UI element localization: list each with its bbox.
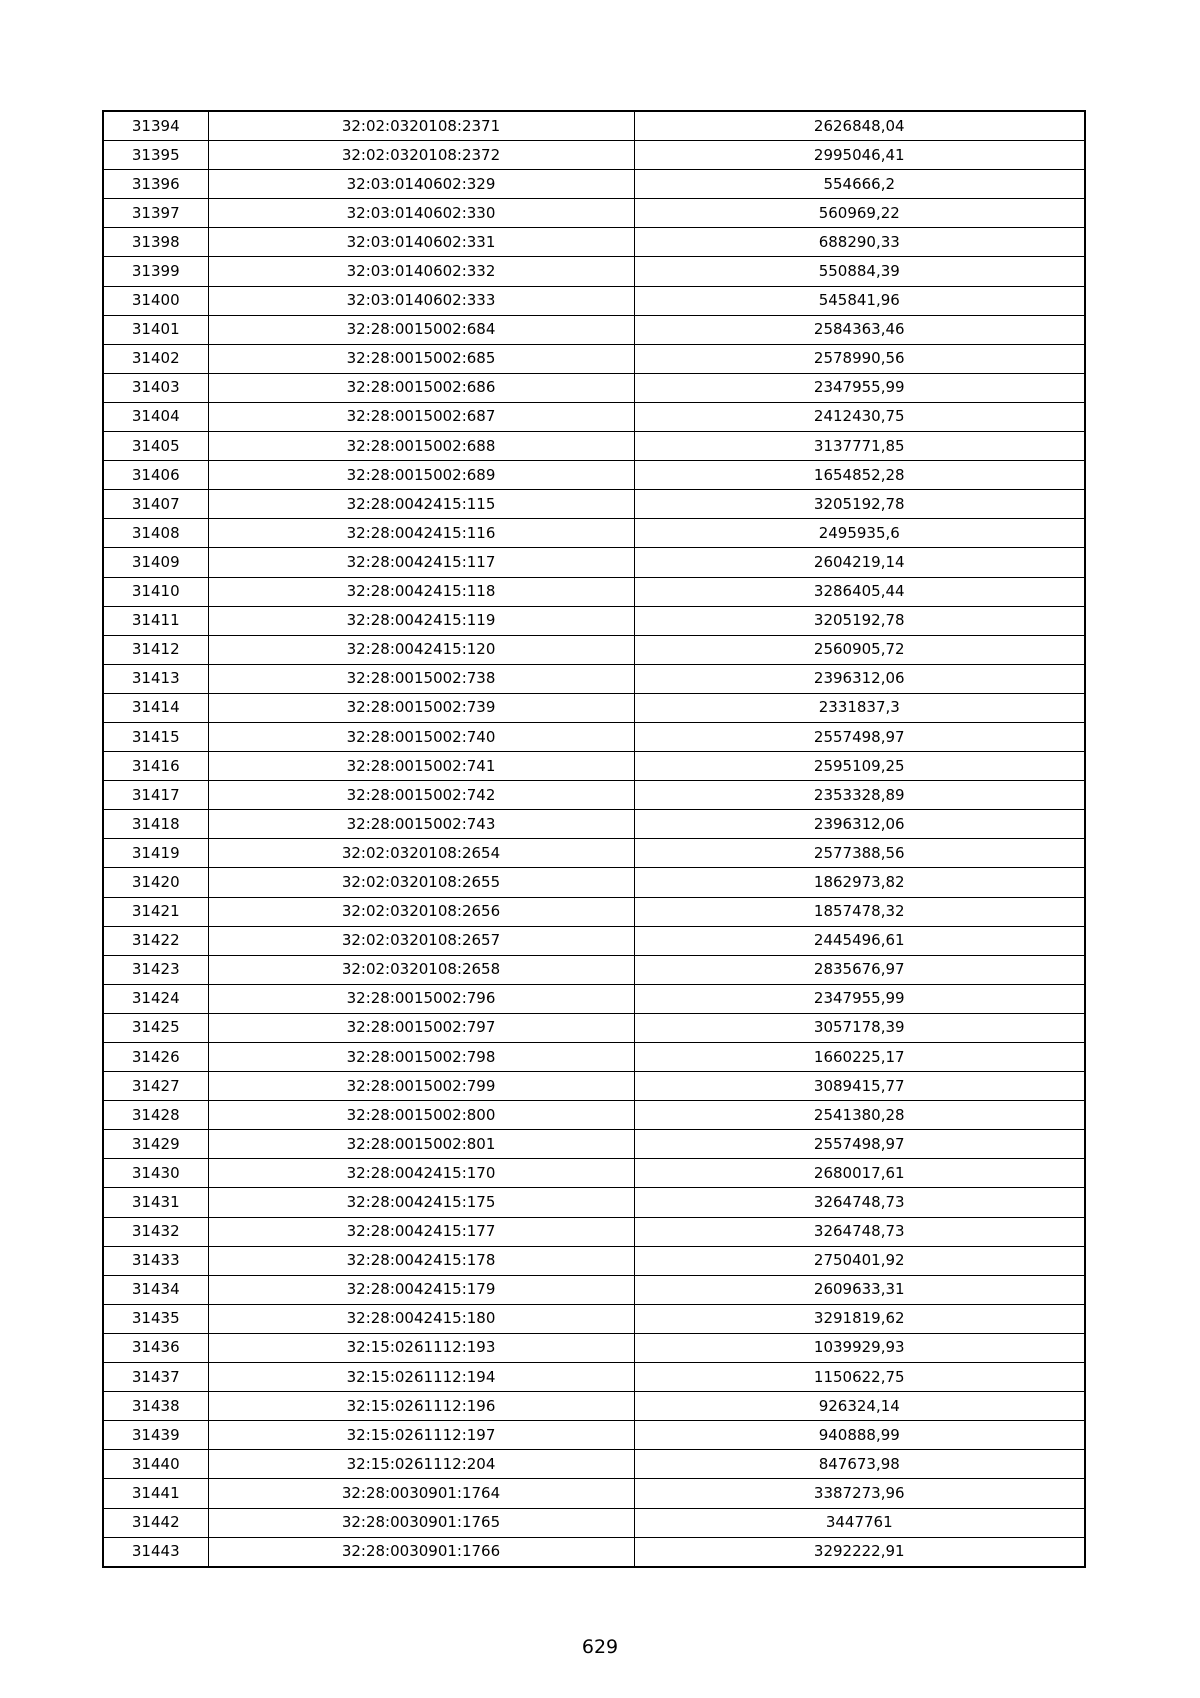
- cadastral-number-cell: 32:28:0015002:801: [208, 1130, 634, 1159]
- row-number-cell: 31417: [103, 781, 208, 810]
- cadastral-value-cell: 2604219,14: [634, 548, 1085, 577]
- table-row: [103, 490, 1085, 519]
- table-row: [103, 373, 1085, 402]
- table-row: [103, 111, 1085, 141]
- cadastral-number-cell: 32:28:0015002:743: [208, 810, 634, 839]
- row-number-cell: 31431: [103, 1188, 208, 1217]
- cadastral-number-cell: 32:28:0015002:798: [208, 1043, 634, 1072]
- table-row: [103, 1304, 1085, 1333]
- cadastral-value-cell: 2680017,61: [634, 1159, 1085, 1188]
- row-number-cell: 31398: [103, 228, 208, 257]
- cadastral-number-cell: 32:03:0140602:331: [208, 228, 634, 257]
- row-number-cell: 31414: [103, 693, 208, 722]
- cadastral-number-cell: 32:15:0261112:196: [208, 1392, 634, 1421]
- cadastral-value-cell: 2445496,61: [634, 926, 1085, 955]
- row-number-cell: 31394: [103, 111, 208, 141]
- table-row: [103, 1043, 1085, 1072]
- table-row: [103, 926, 1085, 955]
- row-number-cell: 31433: [103, 1246, 208, 1275]
- cadastral-number-cell: 32:28:0015002:742: [208, 781, 634, 810]
- row-number-cell: 31406: [103, 461, 208, 490]
- cadastral-number-cell: 32:28:0015002:684: [208, 315, 634, 344]
- row-number-cell: 31424: [103, 984, 208, 1013]
- cadastral-number-cell: 32:28:0015002:689: [208, 461, 634, 490]
- cadastral-value-cell: 926324,14: [634, 1392, 1085, 1421]
- row-number-cell: 31410: [103, 577, 208, 606]
- table-row: [103, 752, 1085, 781]
- table-row: [103, 1101, 1085, 1130]
- cadastral-value-cell: 1654852,28: [634, 461, 1085, 490]
- cadastral-value-cell: 688290,33: [634, 228, 1085, 257]
- cadastral-value-cell: 1857478,32: [634, 897, 1085, 926]
- table-row: [103, 635, 1085, 664]
- table-row: [103, 1363, 1085, 1392]
- cadastral-value-cell: 1660225,17: [634, 1043, 1085, 1072]
- cadastral-number-cell: 32:28:0015002:739: [208, 693, 634, 722]
- cadastral-number-cell: 32:28:0030901:1766: [208, 1537, 634, 1567]
- cadastral-value-cell: 2396312,06: [634, 664, 1085, 693]
- cadastral-value-cell: 2578990,56: [634, 344, 1085, 373]
- cadastral-value-cell: 560969,22: [634, 199, 1085, 228]
- table-row: [103, 199, 1085, 228]
- table-row: [103, 1479, 1085, 1508]
- cadastral-number-cell: 32:15:0261112:193: [208, 1333, 634, 1362]
- row-number-cell: 31435: [103, 1304, 208, 1333]
- row-number-cell: 31439: [103, 1421, 208, 1450]
- table-row: [103, 1159, 1085, 1188]
- cadastral-value-cell: 2412430,75: [634, 402, 1085, 431]
- table-row: [103, 693, 1085, 722]
- row-number-cell: 31416: [103, 752, 208, 781]
- table-row: [103, 1537, 1085, 1567]
- cadastral-number-cell: 32:03:0140602:330: [208, 199, 634, 228]
- cadastral-number-cell: 32:02:0320108:2655: [208, 868, 634, 897]
- row-number-cell: 31436: [103, 1333, 208, 1362]
- cadastral-value-table: [102, 110, 1086, 1568]
- cadastral-value-cell: 2331837,3: [634, 693, 1085, 722]
- cadastral-number-cell: 32:28:0042415:179: [208, 1275, 634, 1304]
- cadastral-value-cell: 3205192,78: [634, 490, 1085, 519]
- row-number-cell: 31404: [103, 402, 208, 431]
- row-number-cell: 31395: [103, 141, 208, 170]
- row-number-cell: 31407: [103, 490, 208, 519]
- table-row: [103, 606, 1085, 635]
- cadastral-value-cell: 2750401,92: [634, 1246, 1085, 1275]
- cadastral-value-cell: 2347955,99: [634, 984, 1085, 1013]
- cadastral-value-cell: 3387273,96: [634, 1479, 1085, 1508]
- cadastral-number-cell: 32:28:0015002:738: [208, 664, 634, 693]
- cadastral-number-cell: 32:28:0030901:1765: [208, 1508, 634, 1537]
- cadastral-number-cell: 32:15:0261112:194: [208, 1363, 634, 1392]
- cadastral-number-cell: 32:02:0320108:2656: [208, 897, 634, 926]
- table-row: [103, 286, 1085, 315]
- cadastral-value-cell: 2347955,99: [634, 373, 1085, 402]
- cadastral-value-cell: 2541380,28: [634, 1101, 1085, 1130]
- cadastral-number-cell: 32:28:0015002:688: [208, 432, 634, 461]
- cadastral-number-cell: 32:28:0042415:115: [208, 490, 634, 519]
- table-row: [103, 897, 1085, 926]
- row-number-cell: 31409: [103, 548, 208, 577]
- cadastral-number-cell: 32:28:0042415:180: [208, 1304, 634, 1333]
- cadastral-number-cell: 32:03:0140602:332: [208, 257, 634, 286]
- page-number: 629: [581, 1636, 619, 1658]
- cadastral-value-cell: 3264748,73: [634, 1188, 1085, 1217]
- table-row: [103, 577, 1085, 606]
- row-number-cell: 31437: [103, 1363, 208, 1392]
- row-number-cell: 31405: [103, 432, 208, 461]
- table-row: [103, 461, 1085, 490]
- cadastral-number-cell: 32:28:0030901:1764: [208, 1479, 634, 1508]
- table-row: [103, 315, 1085, 344]
- row-number-cell: 31401: [103, 315, 208, 344]
- cadastral-value-cell: 3291819,62: [634, 1304, 1085, 1333]
- cadastral-number-cell: 32:28:0042415:178: [208, 1246, 634, 1275]
- table-row: [103, 984, 1085, 1013]
- cadastral-number-cell: 32:02:0320108:2372: [208, 141, 634, 170]
- cadastral-value-cell: 550884,39: [634, 257, 1085, 286]
- row-number-cell: 31399: [103, 257, 208, 286]
- row-number-cell: 31434: [103, 1275, 208, 1304]
- row-number-cell: 31418: [103, 810, 208, 839]
- row-number-cell: 31397: [103, 199, 208, 228]
- table-row: [103, 722, 1085, 751]
- table-row: [103, 1188, 1085, 1217]
- cadastral-number-cell: 32:28:0015002:796: [208, 984, 634, 1013]
- table-row: [103, 1450, 1085, 1479]
- row-number-cell: 31412: [103, 635, 208, 664]
- table-row: [103, 519, 1085, 548]
- table-row: [103, 955, 1085, 984]
- cadastral-value-cell: 940888,99: [634, 1421, 1085, 1450]
- cadastral-number-cell: 32:28:0015002:685: [208, 344, 634, 373]
- cadastral-value-cell: 2396312,06: [634, 810, 1085, 839]
- cadastral-value-cell: 3057178,39: [634, 1013, 1085, 1042]
- cadastral-number-cell: 32:03:0140602:329: [208, 170, 634, 199]
- cadastral-value-cell: 2577388,56: [634, 839, 1085, 868]
- row-number-cell: 31427: [103, 1072, 208, 1101]
- cadastral-number-cell: 32:28:0015002:799: [208, 1072, 634, 1101]
- cadastral-value-cell: 3089415,77: [634, 1072, 1085, 1101]
- row-number-cell: 31429: [103, 1130, 208, 1159]
- cadastral-number-cell: 32:28:0042415:118: [208, 577, 634, 606]
- table-row: [103, 1246, 1085, 1275]
- cadastral-number-cell: 32:02:0320108:2371: [208, 111, 634, 141]
- table-row: [103, 170, 1085, 199]
- cadastral-number-cell: 32:28:0042415:117: [208, 548, 634, 577]
- table-row: [103, 1072, 1085, 1101]
- row-number-cell: 31413: [103, 664, 208, 693]
- table-row: [103, 1421, 1085, 1450]
- cadastral-value-cell: 545841,96: [634, 286, 1085, 315]
- cadastral-value-cell: 3205192,78: [634, 606, 1085, 635]
- cadastral-value-cell: 3137771,85: [634, 432, 1085, 461]
- cadastral-value-cell: 2584363,46: [634, 315, 1085, 344]
- row-number-cell: 31402: [103, 344, 208, 373]
- row-number-cell: 31425: [103, 1013, 208, 1042]
- cadastral-number-cell: 32:02:0320108:2657: [208, 926, 634, 955]
- table-row: [103, 781, 1085, 810]
- row-number-cell: 31411: [103, 606, 208, 635]
- cadastral-value-cell: 554666,2: [634, 170, 1085, 199]
- cadastral-number-cell: 32:28:0042415:170: [208, 1159, 634, 1188]
- table-body: [103, 111, 1085, 1567]
- row-number-cell: 31408: [103, 519, 208, 548]
- row-number-cell: 31438: [103, 1392, 208, 1421]
- row-number-cell: 31443: [103, 1537, 208, 1567]
- table-row: [103, 432, 1085, 461]
- cadastral-number-cell: 32:15:0261112:197: [208, 1421, 634, 1450]
- cadastral-number-cell: 32:28:0042415:120: [208, 635, 634, 664]
- table-row: [103, 344, 1085, 373]
- table-row: [103, 664, 1085, 693]
- cadastral-number-cell: 32:28:0015002:741: [208, 752, 634, 781]
- cadastral-number-cell: 32:02:0320108:2654: [208, 839, 634, 868]
- cadastral-value-cell: 2626848,04: [634, 111, 1085, 141]
- table-row: [103, 548, 1085, 577]
- cadastral-value-cell: 2595109,25: [634, 752, 1085, 781]
- row-number-cell: 31426: [103, 1043, 208, 1072]
- row-number-cell: 31415: [103, 722, 208, 751]
- row-number-cell: 31432: [103, 1217, 208, 1246]
- cadastral-number-cell: 32:02:0320108:2658: [208, 955, 634, 984]
- cadastral-value-cell: 2560905,72: [634, 635, 1085, 664]
- row-number-cell: 31419: [103, 839, 208, 868]
- cadastral-value-cell: 3264748,73: [634, 1217, 1085, 1246]
- table-row: [103, 1275, 1085, 1304]
- table-row: [103, 228, 1085, 257]
- table-row: [103, 257, 1085, 286]
- cadastral-value-cell: 2495935,6: [634, 519, 1085, 548]
- cadastral-value-cell: 2609633,31: [634, 1275, 1085, 1304]
- cadastral-value-cell: 2353328,89: [634, 781, 1085, 810]
- table-row: [103, 1130, 1085, 1159]
- cadastral-number-cell: 32:28:0042415:175: [208, 1188, 634, 1217]
- cadastral-number-cell: 32:28:0015002:800: [208, 1101, 634, 1130]
- cadastral-number-cell: 32:28:0015002:687: [208, 402, 634, 431]
- table-row: [103, 402, 1085, 431]
- row-number-cell: 31440: [103, 1450, 208, 1479]
- cadastral-number-cell: 32:28:0015002:797: [208, 1013, 634, 1042]
- cadastral-number-cell: 32:28:0015002:740: [208, 722, 634, 751]
- cadastral-value-cell: 3292222,91: [634, 1537, 1085, 1567]
- cadastral-number-cell: 32:28:0042415:119: [208, 606, 634, 635]
- cadastral-value-cell: 1862973,82: [634, 868, 1085, 897]
- row-number-cell: 31396: [103, 170, 208, 199]
- row-number-cell: 31442: [103, 1508, 208, 1537]
- table-row: [103, 1217, 1085, 1246]
- row-number-cell: 31403: [103, 373, 208, 402]
- cadastral-number-cell: 32:28:0015002:686: [208, 373, 634, 402]
- cadastral-value-cell: 2557498,97: [634, 1130, 1085, 1159]
- table-row: [103, 1392, 1085, 1421]
- cadastral-number-cell: 32:28:0042415:116: [208, 519, 634, 548]
- table-row: [103, 141, 1085, 170]
- row-number-cell: 31420: [103, 868, 208, 897]
- cadastral-value-cell: 3286405,44: [634, 577, 1085, 606]
- cadastral-value-cell: 1039929,93: [634, 1333, 1085, 1362]
- row-number-cell: 31422: [103, 926, 208, 955]
- cadastral-number-cell: 32:28:0042415:177: [208, 1217, 634, 1246]
- cadastral-value-cell: 847673,98: [634, 1450, 1085, 1479]
- row-number-cell: 31400: [103, 286, 208, 315]
- table-row: [103, 1333, 1085, 1362]
- cadastral-value-cell: 2835676,97: [634, 955, 1085, 984]
- row-number-cell: 31441: [103, 1479, 208, 1508]
- cadastral-value-cell: 1150622,75: [634, 1363, 1085, 1392]
- table-row: [103, 1508, 1085, 1537]
- row-number-cell: 31430: [103, 1159, 208, 1188]
- table-row: [103, 868, 1085, 897]
- table-row: [103, 810, 1085, 839]
- cadastral-number-cell: 32:03:0140602:333: [208, 286, 634, 315]
- cadastral-value-cell: 2995046,41: [634, 141, 1085, 170]
- cadastral-value-cell: 3447761: [634, 1508, 1085, 1537]
- cadastral-number-cell: 32:15:0261112:204: [208, 1450, 634, 1479]
- row-number-cell: 31423: [103, 955, 208, 984]
- table-row: [103, 1013, 1085, 1042]
- row-number-cell: 31428: [103, 1101, 208, 1130]
- row-number-cell: 31421: [103, 897, 208, 926]
- table-row: [103, 839, 1085, 868]
- cadastral-value-cell: 2557498,97: [634, 722, 1085, 751]
